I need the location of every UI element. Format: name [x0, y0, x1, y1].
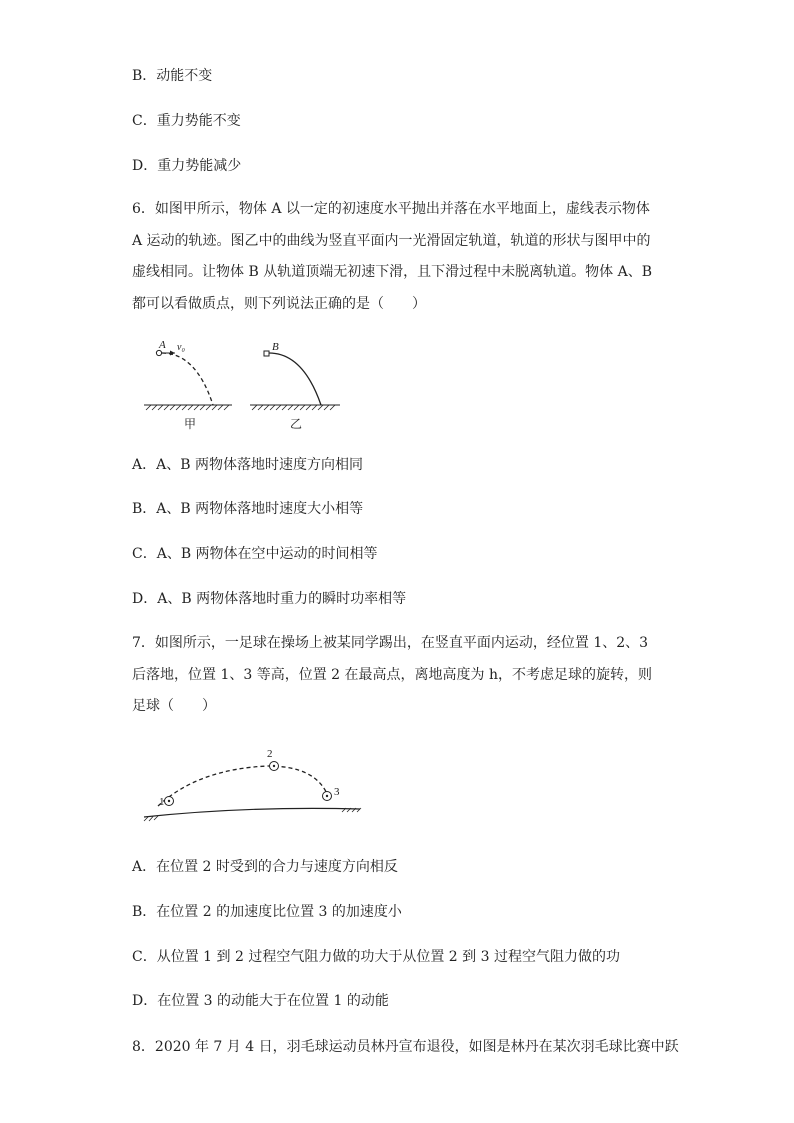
q5-option-c: C．重力势能不变 [132, 113, 241, 129]
q7-stem: 7．如图所示，一足球在操场上被某同学踢出，在竖直平面内运动，经位置 1、2、3 后落地，位置 1、3 等高，位置 2 在最高点，离地高度为 h，不考虑足球的旋转，则足球（ ） [132, 635, 652, 714]
label-v0: v₀ [177, 342, 185, 353]
q7-option-c: C．从位置 1 到 2 过程空气阻力做的功大于从位置 2 到 3 过程空气阻力做的功 [132, 949, 620, 965]
caption-yi: 乙 [290, 417, 303, 431]
ball-position-2 [270, 762, 279, 771]
object-b-square [264, 351, 269, 356]
q7-figure [138, 744, 368, 826]
q6-stem: 6．如图甲所示，物体 A 以一定的初速度水平抛出并落在水平地面上，虚线表示物体 A 运动的轨迹。图乙中的曲线为竖直平面内一光滑固定轨道，轨道的形状与图甲中的虚线相同。让物体 B 从轨道顶端无初速下滑，且下滑过程中未脱离轨道。物体 A、B 都可以看做质点，则下列说法正确的是（ ） [132, 201, 653, 312]
ground-curve [144, 808, 360, 817]
figure-yi [250, 341, 340, 431]
ball-position-1 [165, 797, 174, 806]
q5-option-b: B．动能不变 [132, 68, 213, 84]
label-position-2: 2 [267, 748, 273, 760]
q7-option-a: A．在位置 2 时受到的合力与速度方向相反 [132, 859, 398, 875]
q6-option-a: A．A、B 两物体落地时速度方向相同 [132, 457, 363, 473]
q7-option-b: B．在位置 2 的加速度比位置 3 的加速度小 [132, 904, 402, 920]
q6-option-d: D．A、B 两物体落地时重力的瞬时功率相等 [132, 591, 407, 607]
object-a-circle [156, 350, 161, 355]
figure-jia [144, 339, 232, 431]
label-a: A [159, 339, 166, 351]
caption-jia: 甲 [184, 417, 197, 431]
dashed-trajectory [162, 353, 213, 405]
dashed-ball-path [158, 766, 328, 806]
ball-position-3 [323, 792, 332, 801]
label-position-3: 3 [334, 786, 340, 798]
label-b: B [272, 341, 279, 353]
label-position-1: 1 [159, 796, 165, 808]
ground-hatch-right [252, 405, 335, 410]
q7-option-d: D．在位置 3 的动能大于在位置 1 的动能 [132, 993, 389, 1009]
q5-option-d: D．重力势能减少 [132, 158, 242, 174]
q8-stem: 8．2020 年 7 月 4 日，羽毛球运动员林丹宣布退役，如图是林丹在某次羽毛球比赛中跃 [132, 1039, 679, 1055]
ground-hatch-left [146, 405, 229, 410]
q6-option-b: B．A、B 两物体落地时速度大小相等 [132, 501, 364, 517]
q6-figure [138, 336, 348, 436]
solid-track [269, 353, 321, 405]
q6-option-c: C．A、B 两物体在空中运动的时间相等 [132, 546, 378, 562]
